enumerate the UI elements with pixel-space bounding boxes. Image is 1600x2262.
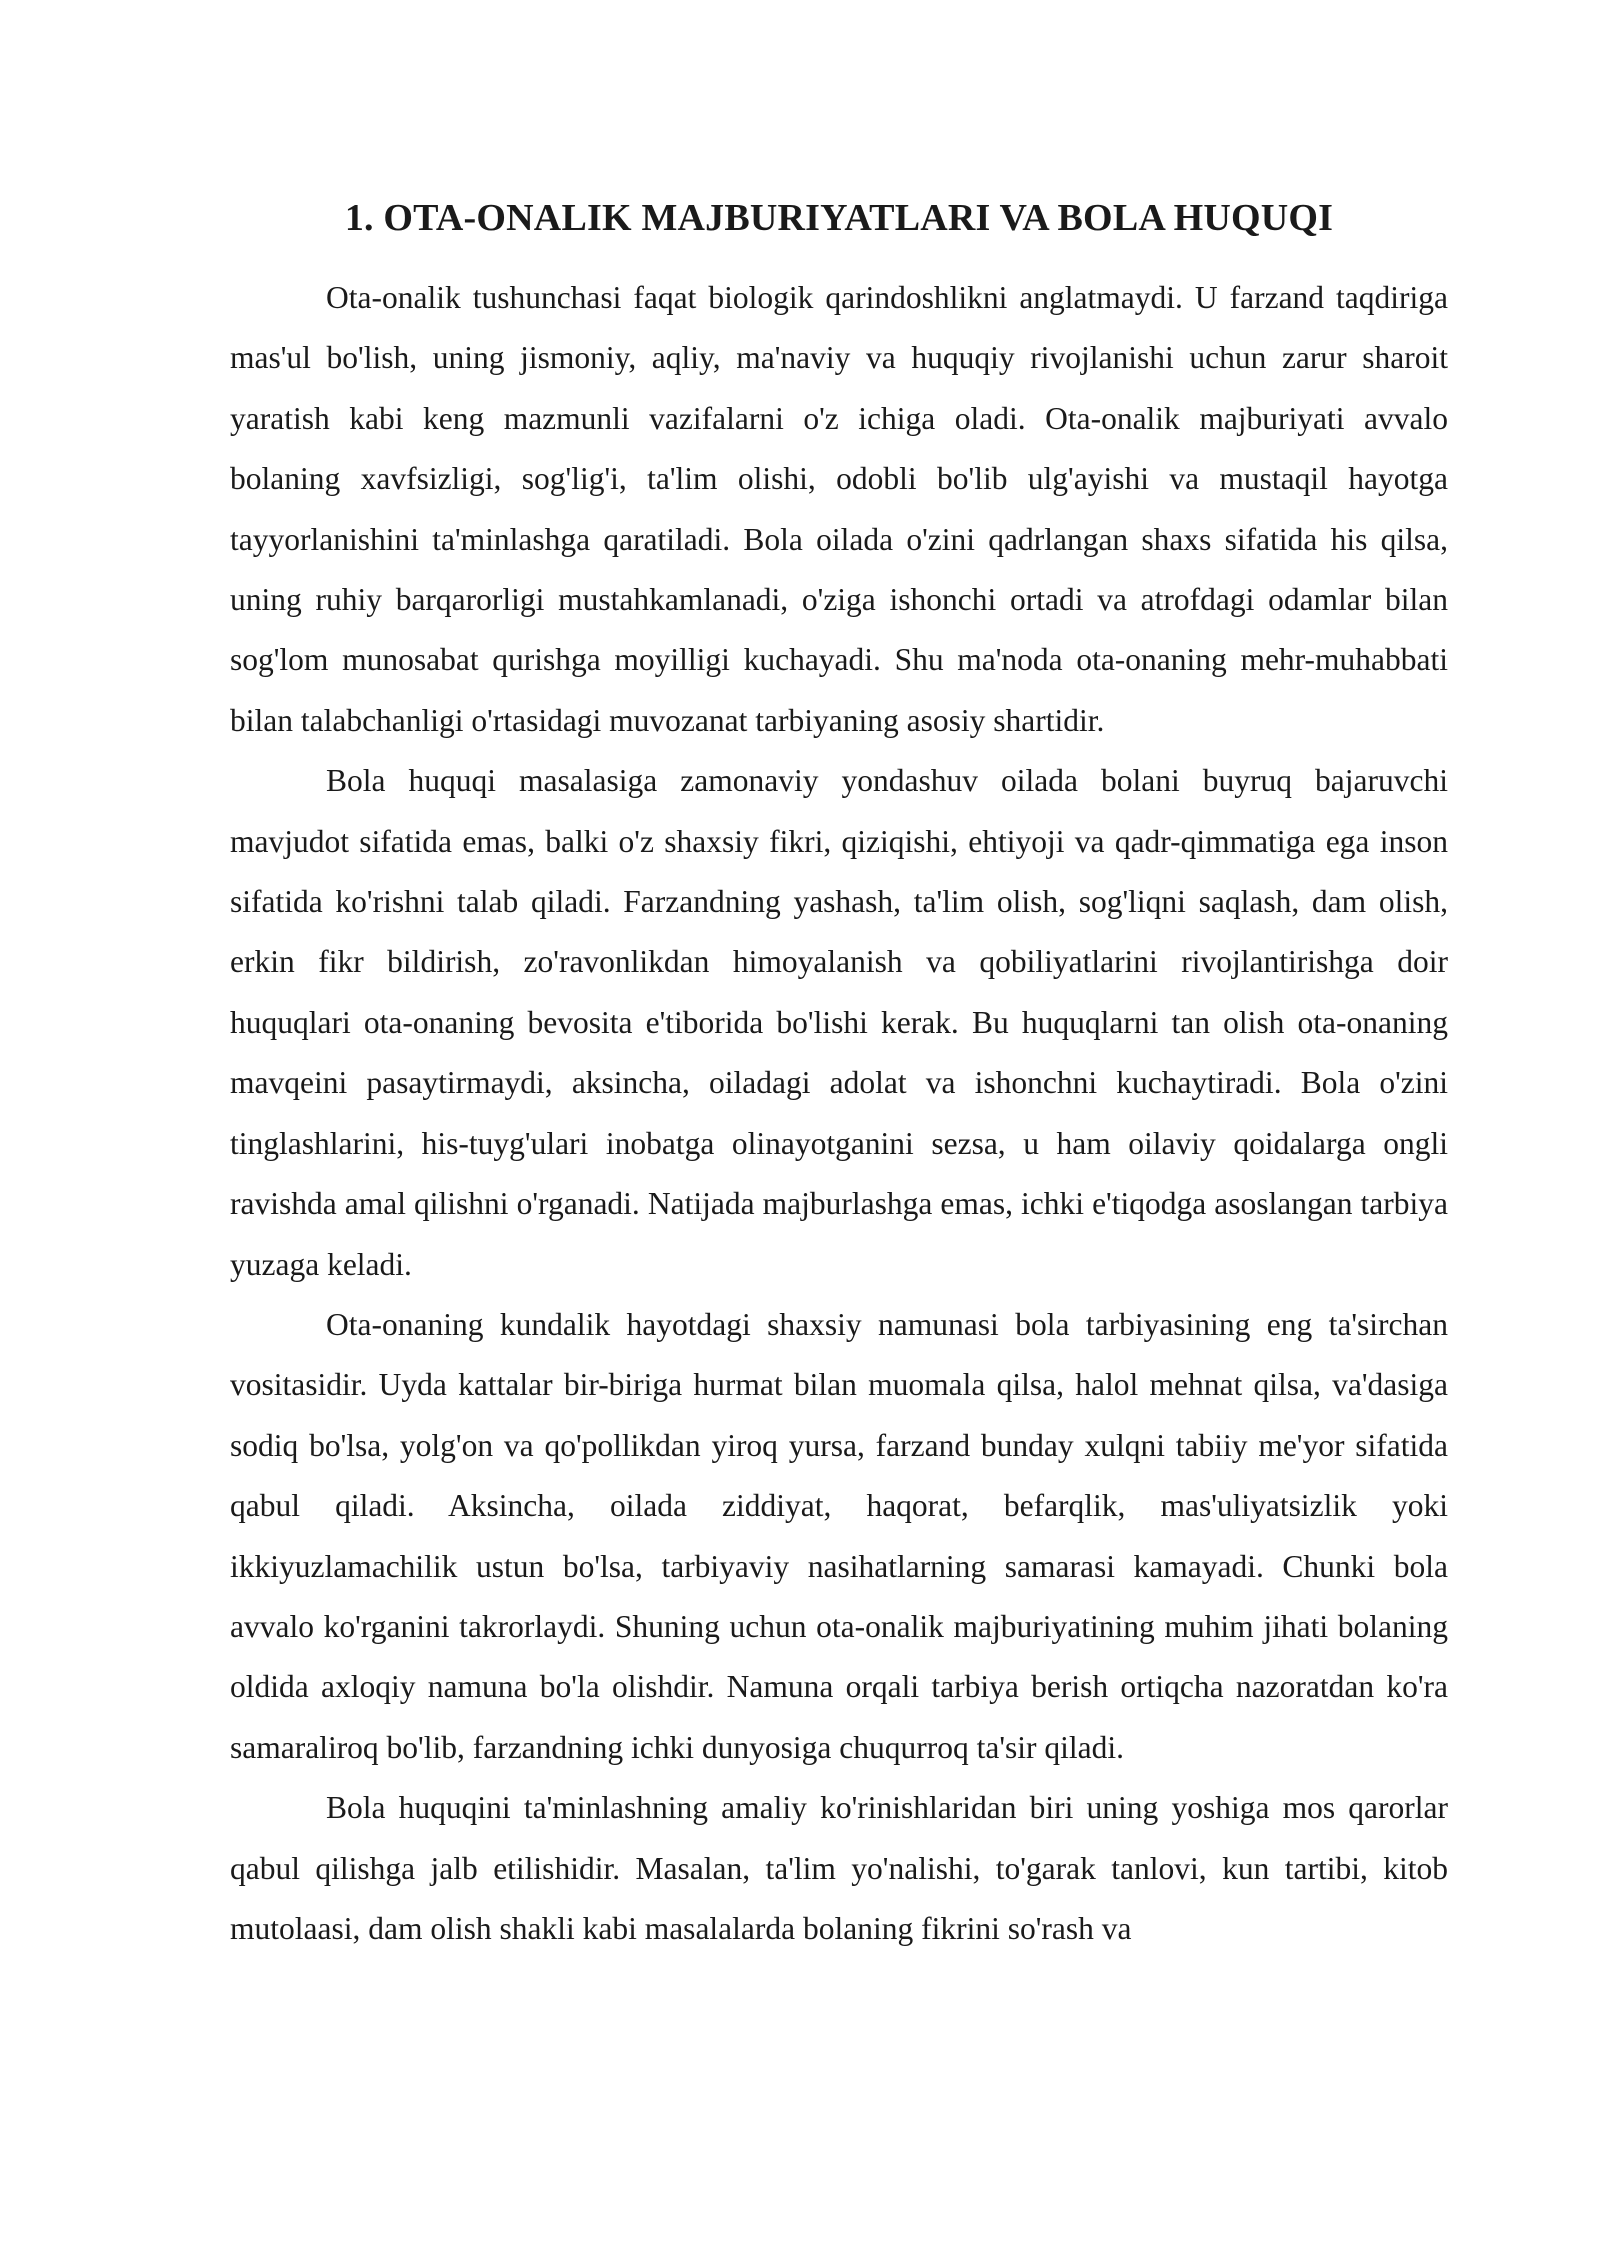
paragraph-4: Bola huquqini ta'minlashning amaliy ko'rinishlaridan biri uning yoshiga mos qarorlar qabul qilishga jalb etilishidir. Masalan, ta'lim yo'nalishi, to'garak tanlovi, kun tartibi, kitob mutolaasi, dam olish shakli kabi masalalarda bolaning fikrini so'rash va (230, 1790, 1448, 1946)
paragraph-1: Ota-onalik tushunchasi faqat biologik qarindoshlikni anglatmaydi. U farzand taqdiriga mas'ul bo'lish, uning jismoniy, aqliy, ma'naviy va huquqiy rivojlanishi uchun zarur sharoit yaratish kabi keng mazmunli vazifalarni o'z ichiga oladi. Ota-onalik majburiyati avvalo bolaning xavfsizligi, sog'lig'i, ta'lim olishi, odobli bo'lib ulg'ayishi va mustaqil hayotga tayyorlanishini ta'minlashga qaratiladi. Bola oilada o'zini qadrlangan shaxs sifatida his qilsa, uning ruhiy barqarorligi mustahkamlanadi, o'ziga ishonchi ortadi va atrofdagi odamlar bilan sog'lom munosabat qurishga moyilligi kuchayadi. Shu ma'noda ota-onaning mehr-muhabbati bilan talabchanligi o'rtasidagi muvozanat tarbiyaning asosiy shartidir. (230, 280, 1448, 738)
document-body (230, 190, 1448, 1959)
section-heading: 1. OTA-ONALIK MAJBURIYATLARI VA BOLA HUQUQI (344, 197, 1334, 239)
paragraph-3: Ota-onaning kundalik hayotdagi shaxsiy namunasi bola tarbiyasining eng ta'sirchan vositasidir. Uyda kattalar bir-biriga hurmat bilan muomala qilsa, halol mehnat qilsa, va'dasiga sodiq bo'lsa, yolg'on va qo'pollikdan yiroq yursa, farzand bunday xulqni tabiiy me'yor sifatida qabul qiladi. Aksincha, oilada ziddiyat, haqorat, befarqlik, mas'uliyatsizlik yoki ikkiyuzlamachilik ustun bo'lsa, tarbiyaviy nasihatlarning samarasi kamayadi. Chunki bola avvalo ko'rganini takrorlaydi. Shuning uchun ota-onalik majburiyatining muhim jihati bolaning oldida axloqiy namuna bo'la olishdir. Namuna orqali tarbiya berish ortiqcha nazoratdan ko'ra samaraliroq bo'lib, farzandning ichki dunyosiga chuqurroq ta'sir qiladi. (230, 1306, 1448, 1765)
paragraph-2: Bola huquqi masalasiga zamonaviy yondashuv oilada bolani buyruq bajaruvchi mavjudot sifatida emas, balki o'z shaxsiy fikri, qiziqishi, ehtiyoji va qadr-qimmatiga ega inson sifatida ko'rishni talab qiladi. Farzandning yashash, ta'lim olish, sog'liqni saqlash, dam olish, erkin fikr bildirish, zo'ravonlikdan himoyalanish va qobiliyatlarini rivojlantirishga doir huquqlari ota-onaning bevosita e'tiborida bo'lishi kerak. Bu huquqlarni tan olish ota-onaning mavqeini pasaytirmaydi, aksincha, oiladagi adolat va ishonchni kuchaytiradi. Bola o'zini tinglashlarini, his-tuyg'ulari inobatga olinayotganini sezsa, u ham oilaviy qoidalarga ongli ravishda amal qilishni o'rganadi. Natijada majburlashga emas, ichki e'tiqodga asoslangan tarbiya yuzaga keladi. (230, 763, 1448, 1282)
